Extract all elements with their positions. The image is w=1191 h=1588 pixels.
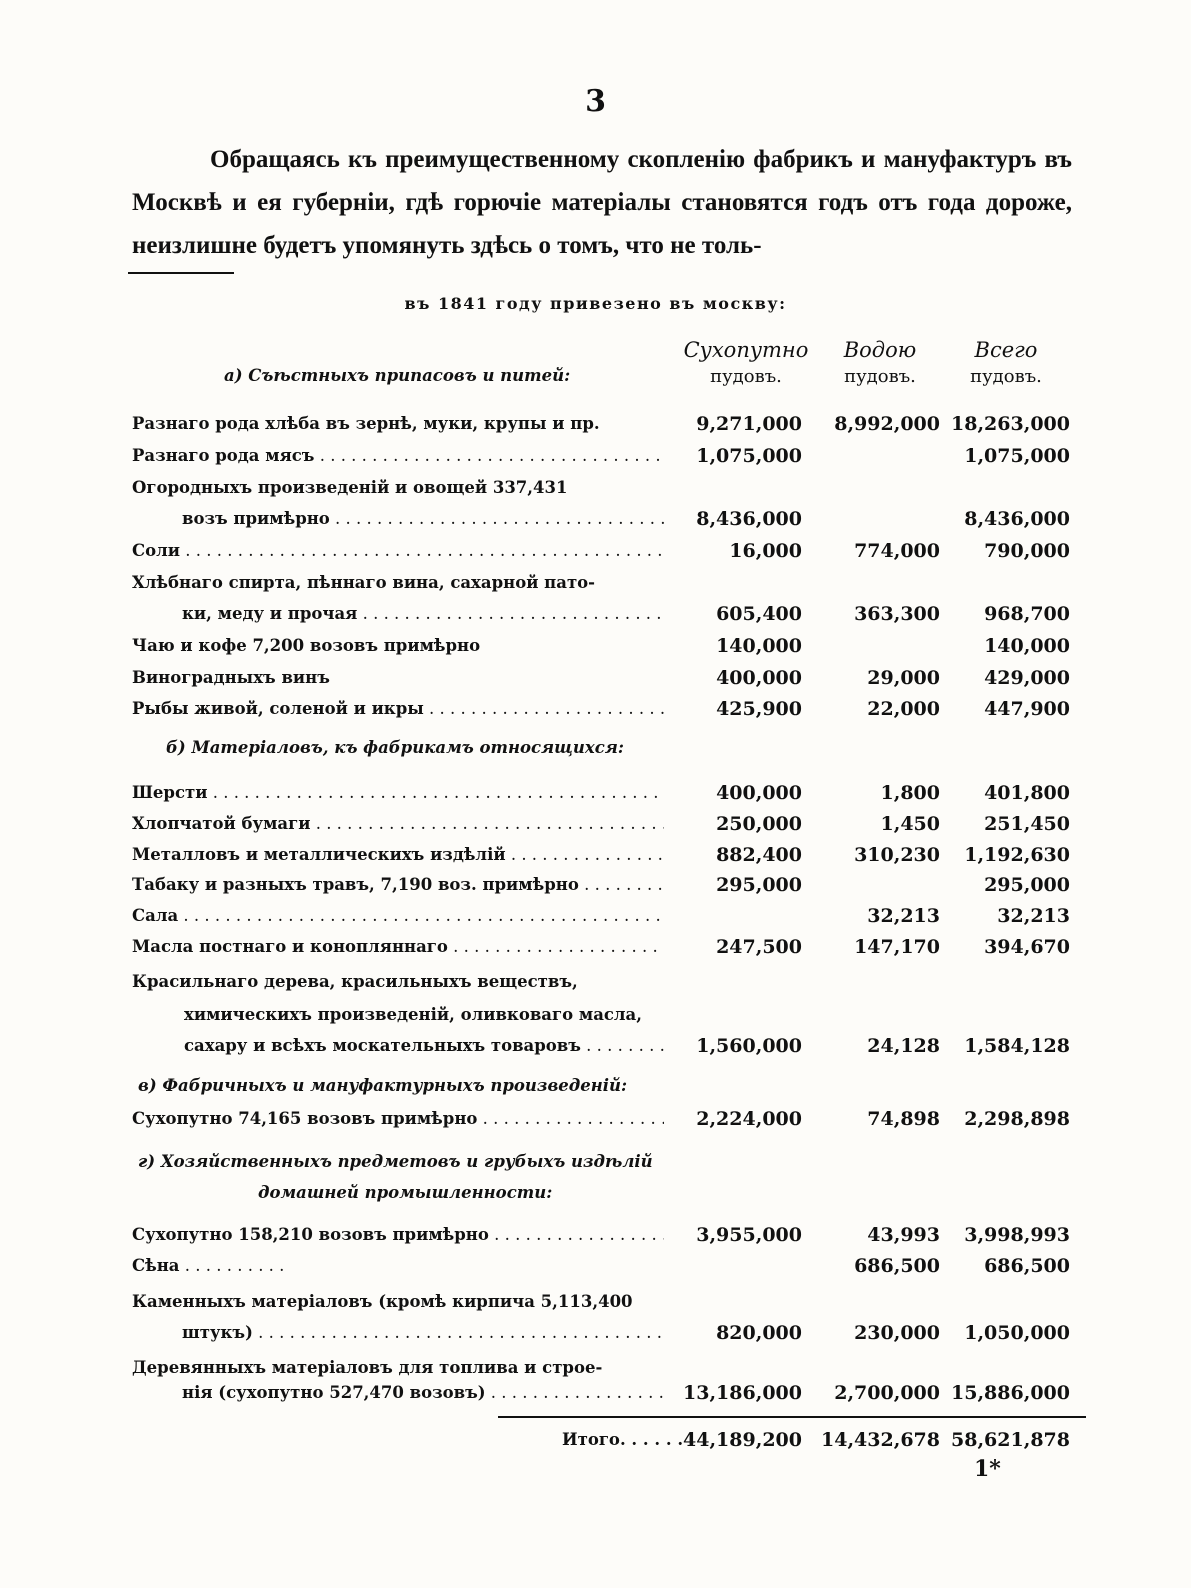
table-row — [132, 931, 1082, 963]
table-row — [132, 1317, 1082, 1349]
totals-row — [132, 1424, 1082, 1456]
table-row — [132, 1030, 1082, 1062]
page-number: 3 — [585, 84, 606, 119]
row-land: 1,560,000 — [696, 1035, 802, 1057]
row-name: возъ примѣрно . . . — [182, 503, 664, 535]
row-water: 8,992,000 — [834, 413, 940, 435]
row-land: 295,000 — [716, 874, 802, 896]
row-land: 605,400 — [716, 603, 802, 625]
table-row — [132, 1377, 1082, 1409]
table-title: въ 1841 году привезено въ москву: — [404, 294, 787, 313]
section-heading-b: б) Матеріаловъ, къ фабрикамъ относящихся: — [166, 738, 624, 757]
row-land: 140,000 — [716, 635, 802, 657]
table-row — [132, 1219, 1082, 1251]
section-heading-v: в) Фабричныхъ и мануфактурныхъ произведеній: — [138, 1076, 628, 1095]
row-name: Огородныхъ произведеній и овощей 337,431 — [132, 478, 568, 497]
row-total: 1,075,000 — [964, 445, 1070, 467]
column-header-water-unit: пудовъ. — [844, 366, 916, 387]
table-row — [132, 869, 1082, 901]
row-total: 8,436,000 — [964, 508, 1070, 530]
row-total: 15,886,000 — [951, 1382, 1070, 1404]
table-row — [132, 503, 1082, 535]
row-total: 140,000 — [984, 635, 1070, 657]
column-header-land-unit: пудовъ. — [710, 366, 782, 387]
table-row — [132, 1250, 1082, 1282]
column-header-water-title: Водою — [843, 338, 917, 362]
row-total: 1,192,630 — [964, 844, 1070, 866]
row-water: 1,800 — [880, 782, 940, 804]
table-row — [132, 472, 1082, 504]
row-total: 447,900 — [984, 698, 1070, 720]
table-row — [132, 900, 1082, 932]
row-total: 790,000 — [984, 540, 1070, 562]
intro-paragraph — [132, 138, 1072, 267]
row-name: Масла постнаго и конопляннаго . . . — [132, 931, 664, 963]
row-land: 8,436,000 — [696, 508, 802, 530]
row-name: химическихъ произведеній, оливковаго масла, — [184, 1005, 642, 1024]
totals-label-text: Итого — [562, 1430, 620, 1449]
row-land: 3,955,000 — [696, 1224, 802, 1246]
row-water: 74,898 — [867, 1108, 940, 1130]
row-water: 43,993 — [867, 1224, 940, 1246]
table-row — [132, 630, 1082, 662]
column-header-total-title: Всего — [974, 338, 1038, 362]
table-row — [132, 1286, 1082, 1318]
row-name: Деревянныхъ матеріаловъ для топлива и строе- — [132, 1358, 603, 1377]
section-heading-a: а) Съѣстныхъ припасовъ и питей: — [224, 366, 571, 385]
table-row — [132, 777, 1082, 809]
row-total: 3,998,993 — [964, 1224, 1070, 1246]
column-header-total-unit: пудовъ. — [970, 366, 1042, 387]
row-water: 32,213 — [867, 905, 940, 927]
row-name: Соли . . . — [132, 535, 664, 567]
row-total: 18,263,000 — [951, 413, 1070, 435]
row-name-text: Сѣна — [132, 1256, 180, 1275]
row-water: 774,000 — [854, 540, 940, 562]
totals-land: 44,189,200 — [683, 1429, 802, 1451]
row-land: 882,400 — [716, 844, 802, 866]
row-water: 147,170 — [854, 936, 940, 958]
table-row — [132, 598, 1082, 630]
row-name: сахару и всѣхъ москательныхъ товаровъ . . . — [184, 1030, 664, 1062]
row-total: 251,450 — [984, 813, 1070, 835]
row-total: 1,584,128 — [964, 1035, 1070, 1057]
row-name: Сѣна . . . . . . . . . . — [132, 1256, 285, 1275]
row-water: 310,230 — [854, 844, 940, 866]
intro-text: Обращаясь къ преимущественному скопленію фабрикъ и мануфактуръ въ Москвѣ и ея губерніи, гдѣ горючіе матеріалы становятся годъ отъ года дороже, неизлишне будетъ упомянуть здѣсь о томъ, что не толь- — [132, 146, 1072, 259]
row-land: 9,271,000 — [696, 413, 802, 435]
row-total: 429,000 — [984, 667, 1070, 689]
row-total: 32,213 — [997, 905, 1070, 927]
row-water: 363,300 — [854, 603, 940, 625]
row-water: 686,500 — [854, 1255, 940, 1277]
row-water: 230,000 — [854, 1322, 940, 1344]
row-land: 13,186,000 — [683, 1382, 802, 1404]
row-total: 686,500 — [984, 1255, 1070, 1277]
row-name: штукъ) . . . — [182, 1317, 664, 1349]
row-name: Рыбы живой, соленой и икры . . . — [132, 693, 664, 725]
row-land: 820,000 — [716, 1322, 802, 1344]
row-land: 247,500 — [716, 936, 802, 958]
row-land: 16,000 — [729, 540, 802, 562]
row-name: Чаю и кофе 7,200 возовъ примѣрно — [132, 636, 481, 655]
row-land: 425,900 — [716, 698, 802, 720]
row-name: Металловъ и металлическихъ издѣлій . . . — [132, 839, 664, 871]
row-land: 2,224,000 — [696, 1108, 802, 1130]
column-header-land — [676, 337, 816, 391]
row-name: Сала . . . — [132, 900, 664, 932]
table-row — [132, 966, 1082, 998]
row-total: 2,298,898 — [964, 1108, 1070, 1130]
row-land: 1,075,000 — [696, 445, 802, 467]
table-row — [132, 408, 1082, 440]
row-name: Сухопутно 158,210 возовъ примѣрно . . . — [132, 1219, 664, 1251]
table-row — [132, 1103, 1082, 1135]
row-total: 1,050,000 — [964, 1322, 1070, 1344]
row-land: 400,000 — [716, 667, 802, 689]
row-total: 394,670 — [984, 936, 1070, 958]
row-name: Хлѣбнаго спирта, пѣннаго вина, сахарной пато- — [132, 573, 596, 592]
row-name: Каменныхъ матеріаловъ (кромѣ кирпича 5,113,400 — [132, 1292, 633, 1311]
row-name: ки, меду и прочая . . . — [182, 598, 664, 630]
totals-water: 14,432,678 — [821, 1429, 940, 1451]
row-name: Разнаго рода хлѣба въ зернѣ, муки, крупы и пр. — [132, 414, 600, 433]
row-name: Разнаго рода мясъ . . . — [132, 440, 664, 472]
row-name: нія (сухопутно 527,470 возовъ) . . . — [182, 1377, 664, 1409]
column-header-water — [820, 337, 940, 391]
row-name: Сухопутно 74,165 возовъ примѣрно . . . — [132, 1103, 664, 1135]
row-water: 1,450 — [880, 813, 940, 835]
row-total: 295,000 — [984, 874, 1070, 896]
row-name: Хлопчатой бумаги . . . — [132, 808, 664, 840]
row-name: Шерсти . . . — [132, 777, 664, 809]
row-name: Красильнаго дерева, красильныхъ веществъ, — [132, 972, 578, 991]
section-heading-g-continued: домашней промышленности: — [258, 1183, 553, 1202]
row-water: 2,700,000 — [834, 1382, 940, 1404]
column-header-land-title: Сухопутно — [683, 338, 809, 362]
table-row — [132, 662, 1082, 694]
row-name: Виноградныхъ винъ — [132, 668, 330, 687]
table-row — [132, 535, 1082, 567]
table-row — [132, 567, 1082, 599]
totals-total: 58,621,878 — [951, 1429, 1070, 1451]
table-row — [132, 999, 1082, 1031]
row-total: 968,700 — [984, 603, 1070, 625]
footnote-rule — [128, 272, 234, 274]
row-land: 250,000 — [716, 813, 802, 835]
table-row — [132, 693, 1082, 725]
table-row — [132, 808, 1082, 840]
row-water: 29,000 — [867, 667, 940, 689]
column-header-total — [946, 337, 1066, 391]
row-water: 24,128 — [867, 1035, 940, 1057]
table-row — [132, 440, 1082, 472]
row-name: Табаку и разныхъ травъ, 7,190 воз. примѣрно . . . — [132, 869, 664, 901]
row-water: 22,000 — [867, 698, 940, 720]
section-heading-g: г) Хозяйственныхъ предметовъ и грубыхъ издѣлій — [138, 1152, 653, 1171]
row-total: 401,800 — [984, 782, 1070, 804]
table-row — [132, 839, 1082, 871]
sum-rule — [498, 1416, 1086, 1418]
signature-mark: 1* — [974, 1456, 1001, 1482]
row-land: 400,000 — [716, 782, 802, 804]
totals-label: Итого. . . . . . . — [562, 1430, 695, 1449]
